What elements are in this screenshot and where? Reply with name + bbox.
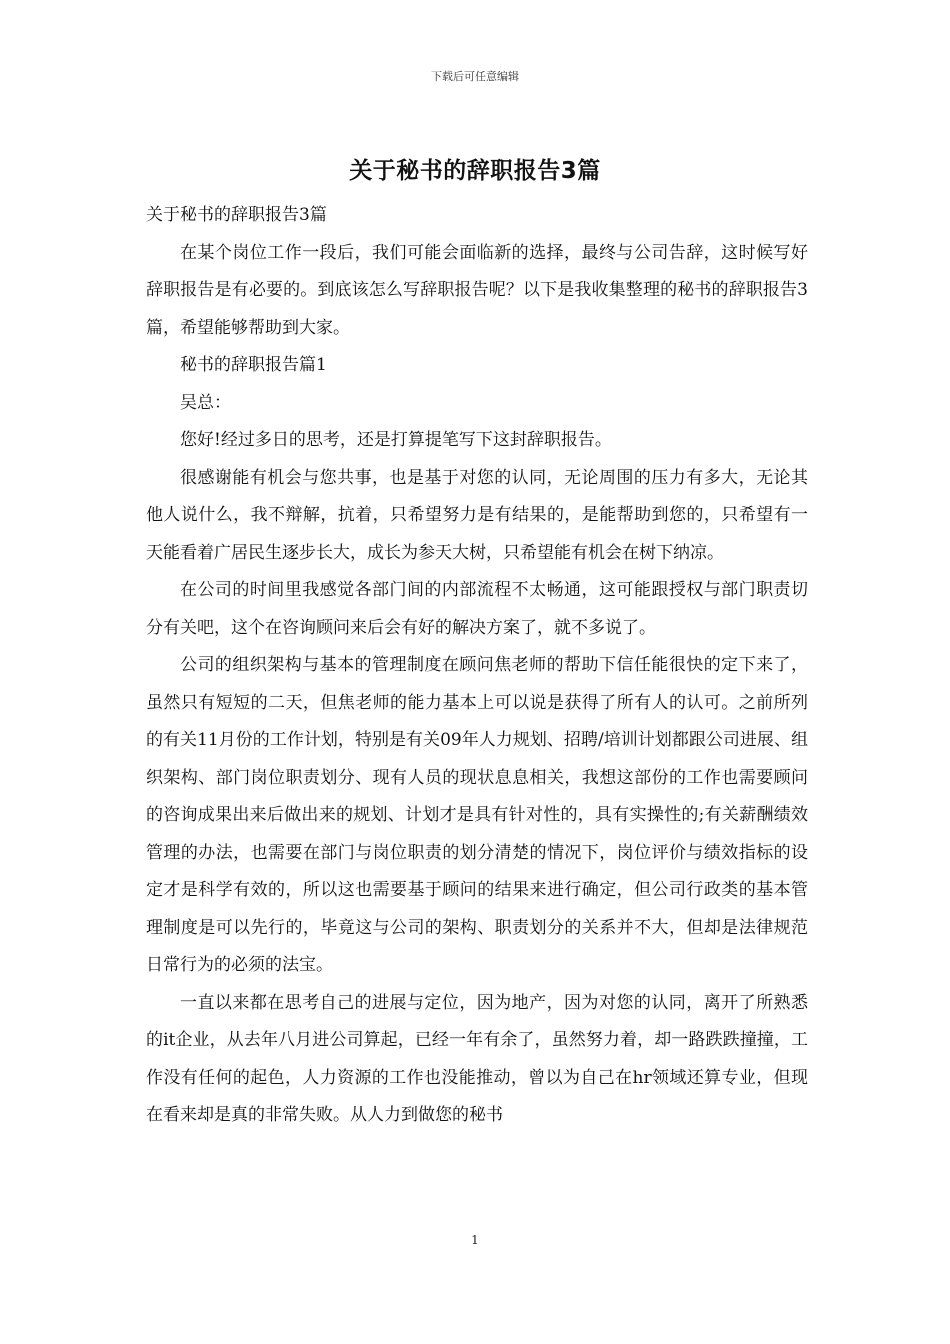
body-paragraph: 关于秘书的辞职报告3篇 bbox=[146, 205, 327, 225]
salutation: 吴总： bbox=[180, 392, 231, 413]
document-body bbox=[146, 197, 808, 1135]
section-heading: 秘书的辞职报告篇1 bbox=[180, 355, 327, 375]
body-paragraph: 一直以来都在思考自己的进展与定位，因为地产，因为对您的认同，离开了所熟悉的it企业，从去年八月进公司算起，已经一年有余了，虽然努力着，却一路跌跌撞撞，工作没有任何的起色，人力资源的工作也没能推动，曾以为自己在hr领域还算专业，但现在看来却是真的非常失败。从人力到做您的秘书 bbox=[146, 992, 808, 1125]
body-paragraph: 很感谢能有机会与您共事，也是基于对您的认同，无论周围的压力有多大，无论其他人说什么，我不辩解，抗着，只希望努力是有结果的，是能帮助到您的，只希望有一天能看着广居民生逐步长大，成长为参天大树，只希望能有机会在树下纳凉。 bbox=[146, 467, 808, 563]
body-paragraph: 公司的组织架构与基本的管理制度在顾问焦老师的帮助下信任能很快的定下来了，虽然只有短短的二天，但焦老师的能力基本上可以说是获得了所有人的认可。之前所列的有关11月份的工作计划，特别是有关09年人力规划、招聘/培训计划都跟公司进展、组织架构、部门岗位职责划分、现有人员的现状息息相关，我想这部份的工作也需要顾问的咨询成果出来后做出来的规划、计划才是具有针对性的，具有实操性的;有关薪酬绩效管理的办法，也需要在部门与岗位职责的划分清楚的情况下，岗位评价与绩效指标的设定才是科学有效的，所以这也需要基于顾问的结果来进行确定，但公司行政类的基本管理制度是可以先行的，毕竟这与公司的架构、职责划分的关系并不大，但却是法律规范日常行为的必须的法宝。 bbox=[146, 655, 808, 975]
document-title: 关于秘书的辞职报告3篇 bbox=[349, 158, 601, 184]
body-paragraph: 您好!经过多日的思考，还是打算提笔写下这封辞职报告。 bbox=[180, 430, 612, 450]
body-paragraph: 在某个岗位工作一段后，我们可能会面临新的选择，最终与公司告辞，这时候写好辞职报告是有必要的。到底该怎么写辞职报告呢？以下是我收集整理的秘书的辞职报告3篇，希望能够帮助到大家。 bbox=[146, 242, 808, 338]
header-note: 下载后可任意编辑 bbox=[431, 70, 519, 83]
page-number: 1 bbox=[471, 1233, 479, 1247]
body-paragraph: 在公司的时间里我感觉各部门间的内部流程不太畅通，这可能跟授权与部门职责切分有关吧，这个在咨询顾问来后会有好的解决方案了，就不多说了。 bbox=[146, 580, 808, 638]
